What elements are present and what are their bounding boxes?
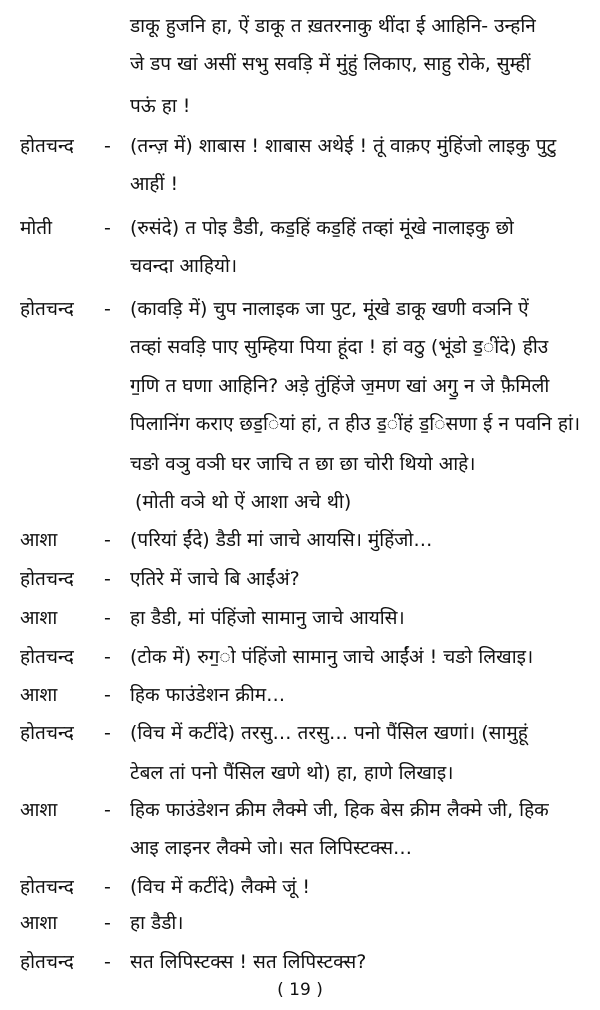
stage-direction-text: (मोती वञे थो ऐं आशा अचे थी): [135, 491, 352, 513]
dialogue-line: [0, 755, 600, 791]
line-text: (परियां ईंदे) डैडी मां जाचे आयसि। मुंहिंजो…: [130, 529, 433, 551]
dialogue-line: [0, 291, 600, 327]
speaker-name: आशा: [20, 529, 58, 551]
speaker-name: होतचन्द: [20, 722, 74, 744]
dialogue-line: [0, 210, 600, 246]
dialogue-line: [0, 677, 600, 713]
line-text: सत लिपिस्टक्स ! सत लिपिस्टक्स?: [130, 951, 367, 973]
speaker-dash: -: [104, 529, 111, 551]
line-text: ग॒णि त घणा आहिनि? अड़े तुंहिंजे ज॒मण खां अगु॒ न जे फ़ैमिली: [130, 375, 550, 397]
line-text: एतिरे में जाचे बि आईंअं?: [130, 568, 300, 590]
stage-direction-line: [0, 484, 600, 520]
dialogue-line: [0, 46, 600, 82]
dialogue-line: [0, 248, 600, 284]
dialogue-line: [0, 639, 600, 675]
line-text: (तन्ज़ में) शाबास ! शाबास अथेई ! तूं वाक़ए मुंहिंजो लाइकु पुटु: [130, 135, 557, 157]
dialogue-line: [0, 88, 600, 124]
speaker-dash: -: [104, 876, 111, 898]
line-text: हा डैडी, मां पंहिंजो सामानु जाचे आयसि।: [130, 607, 405, 629]
speaker-dash: -: [104, 607, 111, 629]
dialogue-line: [0, 522, 600, 558]
dialogue-line: [0, 792, 600, 828]
line-text: टेबल तां पनो पैंसिल खणे थो) हा, हाणे लिखाइ।: [130, 762, 454, 784]
speaker-dash: -: [104, 217, 111, 239]
line-text: हा डैडी।: [130, 912, 184, 934]
speaker-name: आशा: [20, 799, 58, 821]
speaker-name: होतचन्द: [20, 568, 74, 590]
speaker-dash: -: [104, 684, 111, 706]
dialogue-line: [0, 406, 600, 442]
speaker-name: होतचन्द: [20, 876, 74, 898]
line-text: (कावड़ि में) चुप नालाइक जा पुट, मूंखे डाकू खणी वञनि ऐं: [130, 298, 529, 320]
dialogue-line: [0, 830, 600, 866]
speaker-dash: -: [104, 298, 111, 320]
line-text: हिक फाउंडेशन क्रीम लैक्मे जी, हिक बेस क्रीम लैक्मे जी, हिक: [130, 799, 549, 821]
line-text: (टोक में) रुग॒ो पंहिंजो सामानु जाचे आईंअं ! चङो लिखाइ।: [130, 646, 534, 668]
speaker-dash: -: [104, 799, 111, 821]
line-text: आइ लाइनर लैक्मे जो। सत लिपिस्टक्स…: [130, 837, 413, 859]
speaker-dash: -: [104, 722, 111, 744]
speaker-dash: -: [104, 912, 111, 934]
speaker-name: मोती: [20, 217, 53, 239]
speaker-name: आशा: [20, 912, 58, 934]
dialogue-line: [0, 869, 600, 905]
line-text: पिलानिंग कराए छड॒ियां हां, त हीउ ड॒ींहं ड॒िसणा ई न पवनि हां।: [130, 413, 581, 435]
line-text: तव्हां सवड़ि पाए सुम्हिया पिया हूंदा ! हां वठु (भूंडो ड॒ींदे) हीउ: [130, 336, 549, 358]
line-text: चङो वञु वञी घर जाचि त छा छा चोरी थियो आहे।: [130, 453, 476, 475]
speaker-dash: -: [104, 951, 111, 973]
speaker-name: होतचन्द: [20, 298, 74, 320]
dialogue-line: [0, 715, 600, 751]
dialogue-line: [0, 905, 600, 941]
speaker-dash: -: [104, 646, 111, 668]
speaker-name: होतचन्द: [20, 646, 74, 668]
page-number: ( 19 ): [277, 980, 323, 1000]
line-text: हिक फाउंडेशन क्रीम…: [130, 684, 286, 706]
dialogue-line: [0, 944, 600, 980]
line-text: (विच में कटींदे) तरसु… तरसु… पनो पैंसिल खणां। (सामुहूं: [130, 722, 528, 744]
line-text: आहीं !: [130, 173, 179, 195]
line-text: जे डप खां असीं सभु सवड़ि में मुंहुं लिकाए, साहु रोके, सुम्हीं: [130, 53, 531, 75]
speaker-name: आशा: [20, 684, 58, 706]
dialogue-line: [0, 329, 600, 365]
speaker-dash: -: [104, 568, 111, 590]
speaker-name: आशा: [20, 607, 58, 629]
speaker-name: होतचन्द: [20, 135, 74, 157]
dialogue-line: [0, 166, 600, 202]
dialogue-line: [0, 600, 600, 636]
line-text: डाकू हुजनि हा, ऐं डाकू त ख़तरनाकु थींदा ई आहिनि- उन्हनि: [130, 15, 536, 37]
dialogue-line: [0, 8, 600, 44]
line-text: पऊं हा !: [130, 95, 191, 117]
dialogue-line: [0, 128, 600, 164]
dialogue-line: [0, 368, 600, 404]
line-text: चवन्दा आहियो।: [130, 255, 238, 277]
speaker-dash: -: [104, 135, 111, 157]
line-text: (रुसंदे) त पोइ डैडी, कड॒हिं कड॒हिं तव्हां मूंखे नालाइकु छो: [130, 217, 514, 239]
dialogue-line: [0, 561, 600, 597]
line-text: (विच में कटींदे) लैक्मे जूं !: [130, 876, 311, 898]
dialogue-line: [0, 446, 600, 482]
speaker-name: होतचन्द: [20, 951, 74, 973]
